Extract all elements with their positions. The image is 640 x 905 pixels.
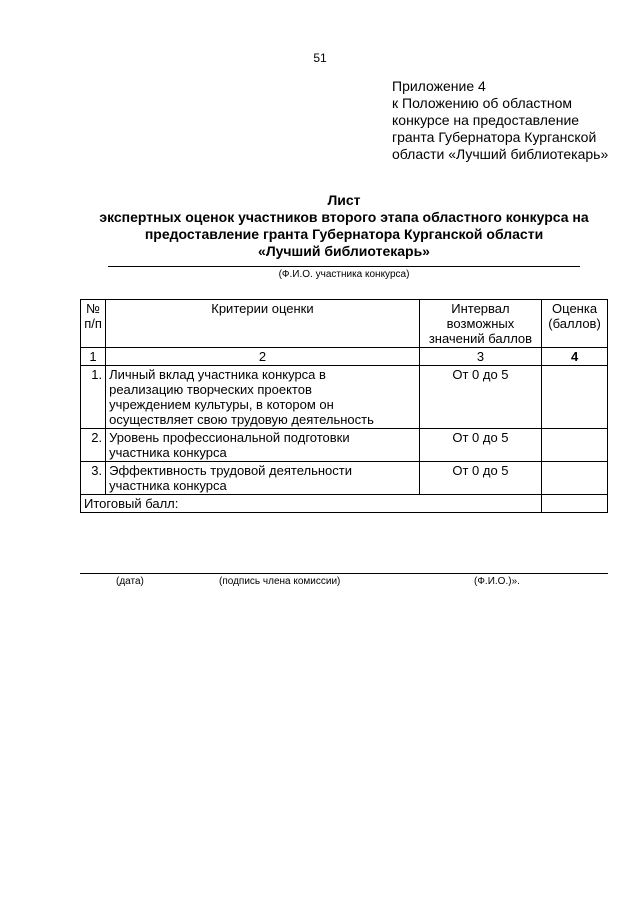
appendix-line: к Положению об областном [392, 95, 572, 111]
header-num-line: № [86, 301, 101, 316]
appendix-line: конкурсе на предоставление [392, 112, 580, 128]
column-number: 2 [106, 348, 420, 366]
column-number: 4 [542, 348, 608, 366]
criteria-line: Уровень профессиональной подготовки [109, 430, 350, 445]
row-criteria [106, 366, 420, 429]
total-label: Итоговый балл: [81, 495, 542, 513]
row-score-cell[interactable] [542, 462, 608, 495]
participant-name-line[interactable] [108, 266, 580, 267]
table-row [81, 429, 608, 462]
row-criteria [106, 429, 420, 462]
header-interval-line: возможных [446, 316, 515, 331]
appendix-line: гранта Губернатора Курганской [392, 129, 597, 145]
appendix-note [392, 78, 632, 163]
criteria-line: учреждением культуры, в котором он [109, 397, 334, 412]
table-header-row [81, 300, 608, 348]
criteria-line: реализацию творческих проектов [109, 382, 312, 397]
appendix-line: Приложение 4 [392, 78, 486, 94]
row-score-cell[interactable] [542, 366, 608, 429]
title-heading: Лист [327, 192, 361, 208]
row-score-cell[interactable] [542, 429, 608, 462]
row-interval: От 0 до 5 [419, 366, 541, 429]
name-caption: (Ф.И.О.)». [474, 576, 520, 587]
evaluation-table [80, 299, 608, 513]
row-criteria [106, 462, 420, 495]
column-number-row [81, 348, 608, 366]
page-number: 51 [313, 51, 327, 65]
row-interval: От 0 до 5 [419, 429, 541, 462]
row-number: 2. [81, 429, 106, 462]
row-number: 1. [81, 366, 106, 429]
header-score [542, 300, 608, 348]
total-row [81, 495, 608, 513]
row-number: 3. [81, 462, 106, 495]
table-row [81, 366, 608, 429]
criteria-line: Эффективность трудовой деятельности [109, 463, 352, 478]
date-caption: (дата) [116, 576, 144, 587]
appendix-line: области «Лучший библиотекарь» [392, 146, 609, 162]
criteria-line: осуществляет свою трудовую деятельность [109, 412, 374, 427]
header-criteria: Критерии оценки [106, 300, 420, 348]
total-score-cell[interactable] [542, 495, 608, 513]
title-line: экспертных оценок участников второго этапа областного конкурса на [99, 209, 589, 225]
header-num [81, 300, 106, 348]
table-row [81, 462, 608, 495]
header-score-line: (баллов) [548, 316, 601, 331]
header-interval [419, 300, 541, 348]
signature-caption: (подпись члена комиссии) [219, 576, 341, 587]
criteria-line: участника конкурса [109, 445, 227, 460]
column-number: 1 [81, 348, 106, 366]
title-line: «Лучший библиотекарь» [258, 243, 430, 259]
header-score-line: Оценка [552, 301, 598, 316]
row-interval: От 0 до 5 [419, 462, 541, 495]
criteria-line: Личный вклад участника конкурса в [109, 367, 326, 382]
header-interval-line: Интервал [451, 301, 510, 316]
signature-line[interactable] [80, 573, 608, 574]
criteria-line: участника конкурса [109, 478, 227, 493]
column-number: 3 [419, 348, 541, 366]
header-interval-line: значений баллов [428, 331, 533, 346]
header-num-line: п/п [84, 316, 102, 331]
participant-name-caption: (Ф.И.О. участника конкурса) [278, 269, 410, 280]
document-title [80, 192, 608, 260]
title-line: предоставление гранта Губернатора Курганской области [144, 226, 544, 242]
